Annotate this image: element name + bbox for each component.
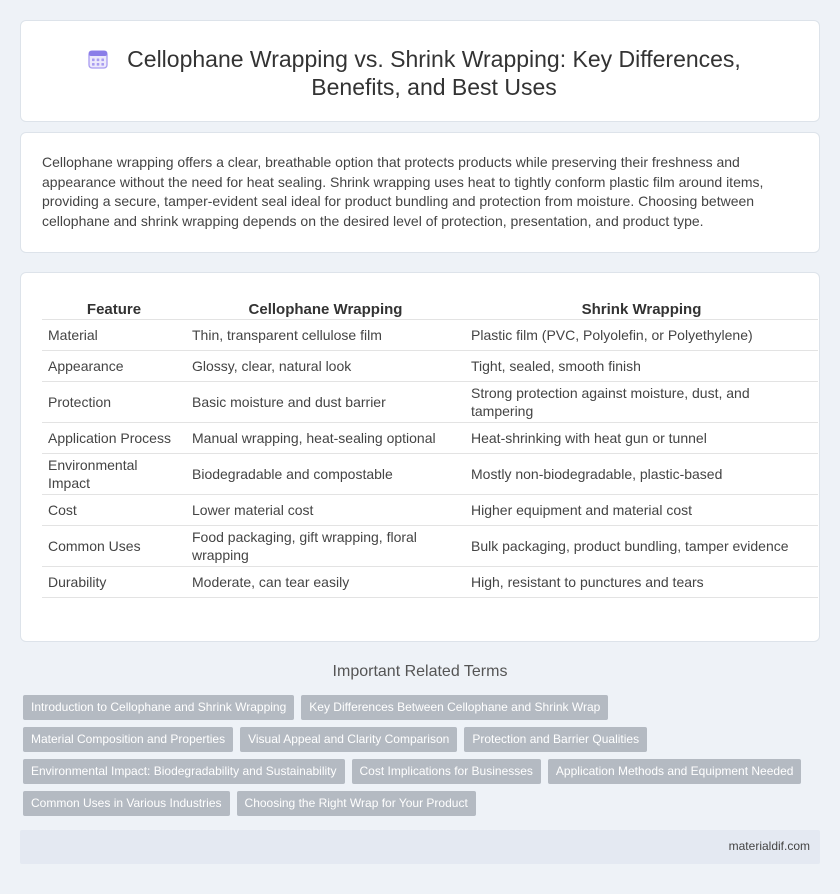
table-cell: Mostly non-biodegradable, plastic-based xyxy=(465,453,818,494)
related-term-tag[interactable]: Application Methods and Equipment Needed xyxy=(548,759,802,784)
table-row xyxy=(42,319,818,350)
table-cell: Material xyxy=(42,319,186,350)
table-row xyxy=(42,453,818,494)
table-cell: Food packaging, gift wrapping, floral wrapping xyxy=(186,525,465,566)
comparison-table xyxy=(42,295,818,598)
table-row xyxy=(42,350,818,381)
table-row xyxy=(42,525,818,566)
footer-site-link[interactable]: materialdif.com xyxy=(728,839,810,853)
table-cell: Protection xyxy=(42,381,186,422)
table-header-row xyxy=(42,295,818,319)
tag-row xyxy=(23,759,813,784)
related-term-tag[interactable]: Visual Appeal and Clarity Comparison xyxy=(240,727,457,752)
related-term-tag[interactable]: Key Differences Between Cellophane and Shrink Wrap xyxy=(301,695,608,720)
table-cell: Glossy, clear, natural look xyxy=(186,350,465,381)
table-row xyxy=(42,494,818,525)
table-cell: Common Uses xyxy=(42,525,186,566)
table-cell: Environmental Impact xyxy=(42,453,186,494)
page-title-line2: Benefits, and Best Uses xyxy=(311,74,557,100)
table-row xyxy=(42,566,818,597)
related-term-tag[interactable]: Environmental Impact: Biodegradability and Sustainability xyxy=(23,759,345,784)
table-cell: Thin, transparent cellulose film xyxy=(186,319,465,350)
tag-row xyxy=(23,727,813,752)
page-title xyxy=(21,45,819,101)
related-term-tag[interactable]: Introduction to Cellophane and Shrink Wrapping xyxy=(23,695,294,720)
table-row xyxy=(42,381,818,422)
footer-bar xyxy=(20,830,820,864)
table-cell: Biodegradable and compostable xyxy=(186,453,465,494)
intro-paragraph: Cellophane wrapping offers a clear, breathable option that protects products while preserving their freshness and appearance without the need for heat sealing. Shrink wrapping uses heat to tightly conform plastic film around items, providing a secure, tamper-evident seal ideal for product bundling and protection from moisture. Choosing between cellophane and shrink wrapping depends on the desired level of protection, presentation, and product type. xyxy=(42,154,764,229)
related-term-tag[interactable]: Cost Implications for Businesses xyxy=(352,759,541,784)
related-term-tag[interactable]: Common Uses in Various Industries xyxy=(23,791,230,816)
table-cell: Cost xyxy=(42,494,186,525)
table-cell: Lower material cost xyxy=(186,494,465,525)
table-cell: Heat-shrinking with heat gun or tunnel xyxy=(465,422,818,453)
table-cell: Manual wrapping, heat-sealing optional xyxy=(186,422,465,453)
page-title-line1: Cellophane Wrapping vs. Shrink Wrapping: Key Differences, xyxy=(127,46,741,72)
table-cell: Appearance xyxy=(42,350,186,381)
tag-row xyxy=(23,791,813,816)
related-term-tag[interactable]: Material Composition and Properties xyxy=(23,727,233,752)
table-cell: High, resistant to punctures and tears xyxy=(465,566,818,597)
comparison-card xyxy=(20,272,820,642)
table-cell: Tight, sealed, smooth finish xyxy=(465,350,818,381)
related-terms-title: Important Related Terms xyxy=(332,663,508,680)
table-cell: Application Process xyxy=(42,422,186,453)
header-shrink: Shrink Wrapping xyxy=(465,295,818,319)
related-term-tag[interactable]: Protection and Barrier Qualities xyxy=(464,727,647,752)
table-cell: Bulk packaging, product bundling, tamper evidence xyxy=(465,525,818,566)
table-cell: Durability xyxy=(42,566,186,597)
table-cell: Strong protection against moisture, dust, and tampering xyxy=(465,381,818,422)
table-row xyxy=(42,422,818,453)
table-cell: Moderate, can tear easily xyxy=(186,566,465,597)
intro-card xyxy=(20,132,820,253)
title-card xyxy=(20,20,820,122)
tag-row xyxy=(23,695,813,720)
related-term-tag[interactable]: Choosing the Right Wrap for Your Product xyxy=(237,791,476,816)
table-cell: Higher equipment and material cost xyxy=(465,494,818,525)
related-terms-list xyxy=(23,695,813,823)
header-cellophane: Cellophane Wrapping xyxy=(186,295,465,319)
header-feature: Feature xyxy=(42,295,186,319)
table-cell: Plastic film (PVC, Polyolefin, or Polyethylene) xyxy=(465,319,818,350)
table-cell: Basic moisture and dust barrier xyxy=(186,381,465,422)
